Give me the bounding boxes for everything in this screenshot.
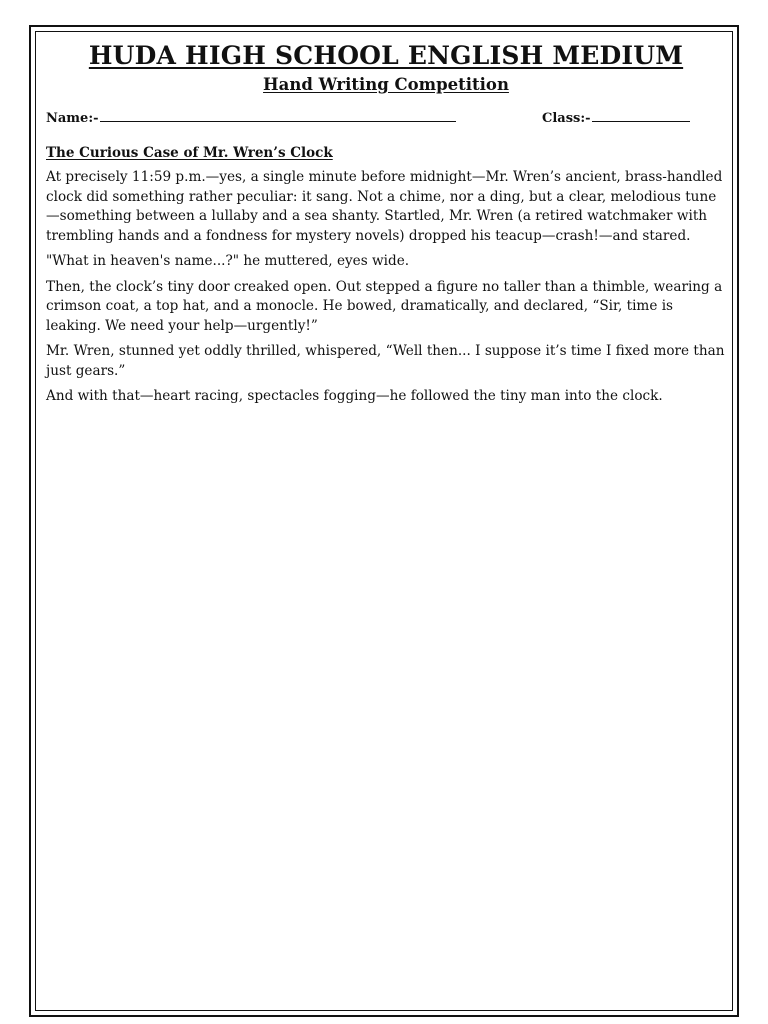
name-blank-line[interactable] <box>100 108 456 122</box>
story-paragraph: Mr. Wren, stunned yet oddly thrilled, whispered, “Well then... I suppose it’s time I fixed more than just gears.” <box>46 343 725 379</box>
story-paragraph: Then, the clock’s tiny door creaked open. Out stepped a figure no taller than a thimble, wearing a crimson coat, a top hat, and a monocle. He bowed, dramatically, and declared, “Sir, time is leaking. We need your help—urgently!” <box>46 278 723 334</box>
competition-subtitle: Hand Writing Competition <box>263 75 509 94</box>
story-title: The Curious Case of Mr. Wren’s Clock <box>46 145 333 161</box>
student-info-row <box>46 108 726 128</box>
story-paragraph: "What in heaven's name...?" he muttered, eyes wide. <box>46 253 410 269</box>
story-paragraph: And with that—heart racing, spectacles fogging—he followed the tiny man into the clock. <box>46 388 663 404</box>
name-field <box>46 108 456 126</box>
class-blank-line[interactable] <box>592 108 690 122</box>
school-title: HUDA HIGH SCHOOL ENGLISH MEDIUM <box>88 41 684 70</box>
class-field <box>542 108 690 126</box>
name-label: Name:- <box>46 111 99 126</box>
story-paragraph: At precisely 11:59 p.m.—yes, a single minute before midnight—Mr. Wren’s ancient, brass-handled clock did something rather peculiar: it sang. Not a chime, nor a ding, but a clear, melodious tune—something between a lullaby and a sea shanty. Startled, Mr. Wren (a retired watchmaker with trembling hands and a fondness for mystery novels) dropped his teacup—crash!—and stared. <box>46 169 723 244</box>
worksheet-content <box>46 40 726 413</box>
class-label: Class:- <box>542 111 591 126</box>
